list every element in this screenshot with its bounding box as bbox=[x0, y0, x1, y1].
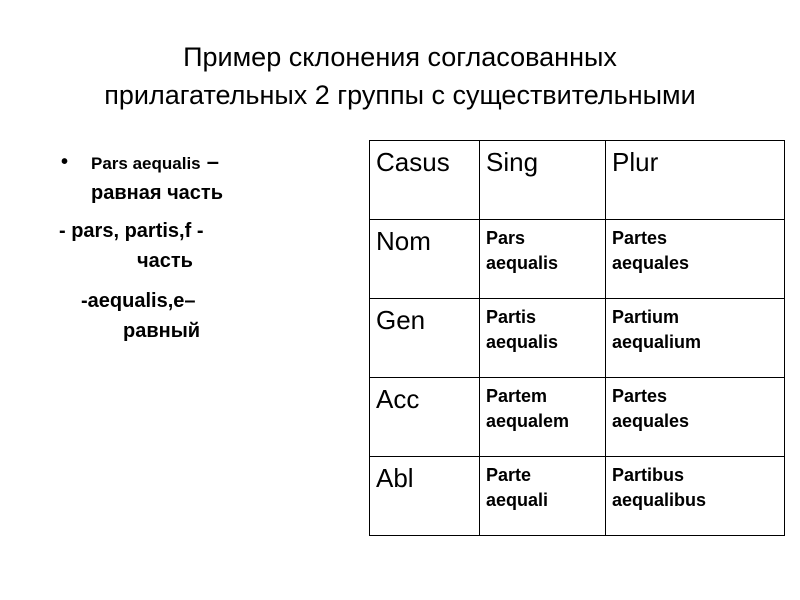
noun-entry-translation: часть bbox=[137, 250, 193, 272]
declension-table bbox=[369, 140, 785, 536]
bullet-dot-icon: • bbox=[61, 151, 69, 173]
case-name: Gen bbox=[370, 299, 480, 378]
case-name: Abl bbox=[370, 457, 480, 536]
plural-noun: Partium bbox=[612, 307, 680, 327]
vocabulary-notes bbox=[55, 148, 315, 346]
plural-form bbox=[606, 220, 785, 299]
bullet-item bbox=[55, 148, 315, 178]
plural-adjective: aequalibus bbox=[612, 490, 707, 510]
singular-adjective: aequalis bbox=[486, 332, 559, 352]
plural-adjective: aequales bbox=[612, 411, 690, 431]
slide-title-line-2: прилагательных 2 группы с существительными bbox=[104, 80, 696, 110]
plural-noun: Partibus bbox=[612, 465, 685, 485]
singular-form bbox=[480, 457, 606, 536]
singular-form bbox=[480, 299, 606, 378]
singular-form bbox=[480, 220, 606, 299]
table-header-row bbox=[370, 141, 785, 220]
adjective-entry-translation: равный bbox=[123, 320, 201, 342]
singular-noun: Parte bbox=[486, 465, 532, 485]
plural-adjective: aequalium bbox=[612, 332, 702, 352]
plural-form bbox=[606, 457, 785, 536]
slide-title bbox=[0, 38, 800, 114]
table-row bbox=[370, 457, 785, 536]
plural-form bbox=[606, 378, 785, 457]
adjective-entry bbox=[55, 286, 315, 346]
header-casus: Casus bbox=[370, 141, 480, 220]
slide-title-line-1: Пример склонения согласованных bbox=[183, 42, 617, 72]
case-name: Acc bbox=[370, 378, 480, 457]
phrase-dash: – bbox=[200, 149, 219, 174]
header-sing: Sing bbox=[480, 141, 606, 220]
case-name: Nom bbox=[370, 220, 480, 299]
phrase-translation: равная часть bbox=[91, 182, 224, 204]
singular-noun: Partis bbox=[486, 307, 537, 327]
noun-entry bbox=[55, 216, 315, 276]
singular-form bbox=[480, 378, 606, 457]
plural-form bbox=[606, 299, 785, 378]
table-row bbox=[370, 220, 785, 299]
adjective-entry-forms: -aequalis,e– bbox=[81, 290, 196, 312]
table-row bbox=[370, 299, 785, 378]
singular-adjective: aequalis bbox=[486, 253, 559, 273]
singular-noun: Partem bbox=[486, 386, 548, 406]
singular-noun: Pars bbox=[486, 228, 526, 248]
header-plur: Plur bbox=[606, 141, 785, 220]
table-row bbox=[370, 378, 785, 457]
singular-adjective: aequalem bbox=[486, 411, 570, 431]
noun-entry-forms: - pars, partis,f - bbox=[59, 220, 204, 242]
plural-noun: Partes bbox=[612, 386, 668, 406]
plural-adjective: aequales bbox=[612, 253, 690, 273]
plural-noun: Partes bbox=[612, 228, 668, 248]
singular-adjective: aequali bbox=[486, 490, 549, 510]
latin-phrase: Pars aequalis bbox=[91, 154, 201, 173]
